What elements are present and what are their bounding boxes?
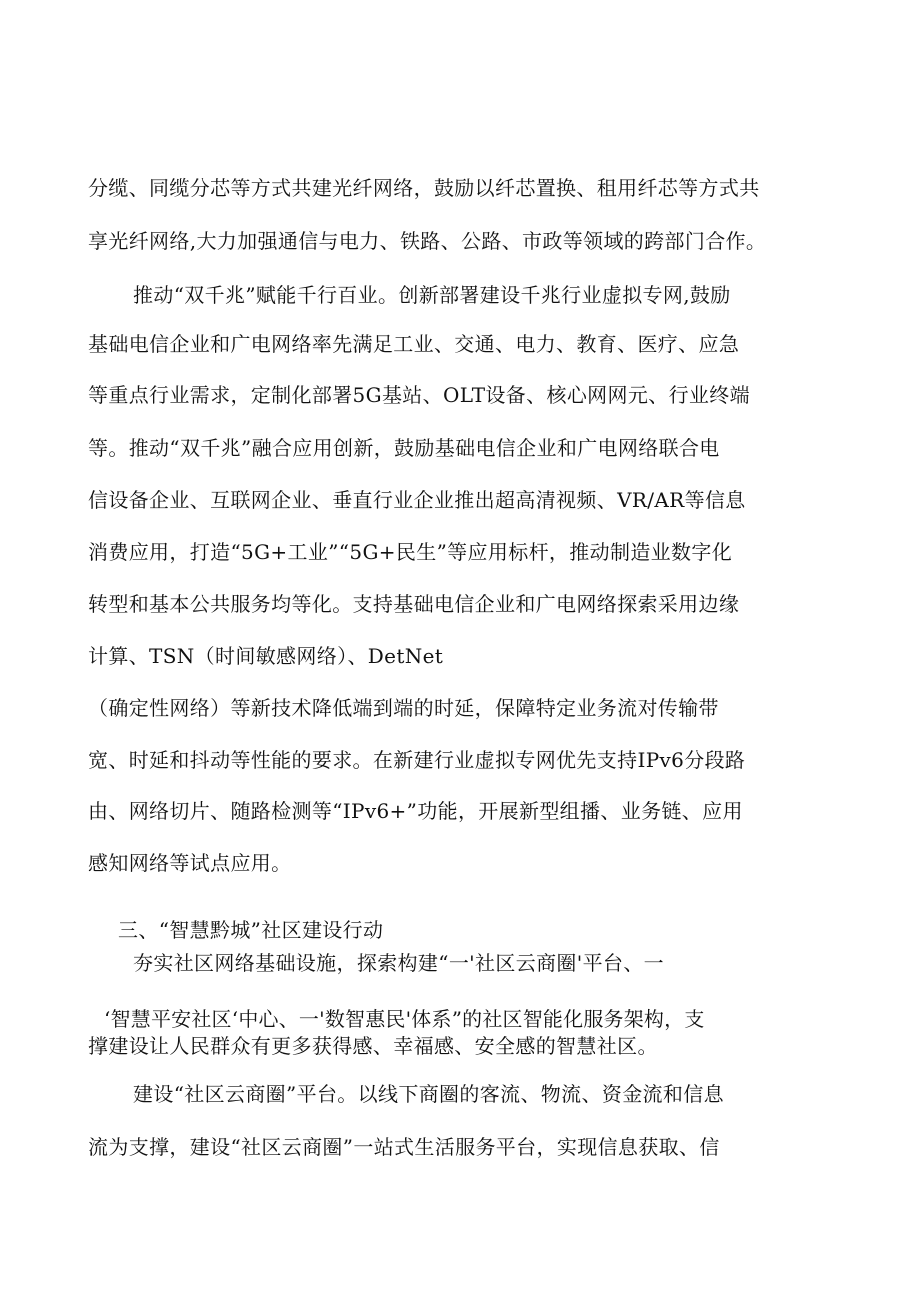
paragraph-2-line-12: 感知网络等试点应用。 [88, 851, 292, 875]
paragraph-3-line-3: 撑建设让人民群众有更多获得感、幸福感、安全感的智慧社区。 [88, 1034, 658, 1058]
paragraph-2-line-11: 由、网络切片、随路检测等“IPv6+”功能，开展新型组播、业务链、应用 [88, 799, 743, 823]
paragraph-1-line-1: 分缆、同缆分芯等方式共建光纤网络，鼓励以纤芯置换、租用纤芯等方式共 [88, 176, 760, 200]
paragraph-2-line-6: 消费应用，打造“5G+工业”“5G+民生”等应用标杆，推动制造业数字化 [88, 540, 733, 564]
paragraph-2-line-1: 推动“双千兆”赋能千行百业。创新部署建设千兆行业虚拟专网,鼓励 [133, 283, 731, 307]
paragraph-2-line-9: （确定性网络）等新技术降低端到端的时延，保障特定业务流对传输带 [88, 696, 719, 720]
paragraph-2-line-2: 基础电信企业和广电网络率先满足工业、交通、电力、教育、医疗、应急 [88, 332, 740, 356]
section-heading: 三、“智慧黔城”社区建设行动 [118, 918, 384, 942]
paragraph-2-line-10: 宽、时延和抖动等性能的要求。在新建行业虚拟专网优先支持IPv6分段路 [88, 748, 746, 772]
paragraph-2-line-5: 信设备企业、互联网企业、垂直行业企业推出超高清视频、VR/AR等信息 [88, 488, 746, 512]
paragraph-4-line-2: 流为支撑，建设“社区云商圈”一站式生活服务平台，实现信息获取、信 [88, 1135, 720, 1159]
paragraph-3-line-1: 夯实社区网络基础设施，探索构建“一'社区云商圈'平台、一 [133, 951, 665, 975]
paragraph-2-line-4: 等。推动“双千兆”融合应用创新，鼓励基础电信企业和广电网络联合电 [88, 436, 720, 460]
paragraph-2-line-8: 计算、TSN（时间敏感网络）、DetNet [88, 644, 444, 668]
paragraph-1-line-2: 享光纤网络,大力加强通信与电力、铁路、公路、市政等领域的跨部门合作。 [88, 229, 767, 253]
paragraph-2-line-3: 等重点行业需求，定制化部署5G基站、OLT设备、核心网网元、行业终端 [88, 383, 750, 407]
paragraph-3-line-2: ‘智慧平安社区‘中心、一'数智惠民'体系”的社区智能化服务架构，支 [104, 1007, 705, 1031]
paragraph-4-line-1: 建设“社区云商圈”平台。以线下商圈的客流、物流、资金流和信息 [133, 1082, 724, 1106]
paragraph-2-line-7: 转型和基本公共服务均等化。支持基础电信企业和广电网络探索采用边缘 [88, 592, 740, 616]
